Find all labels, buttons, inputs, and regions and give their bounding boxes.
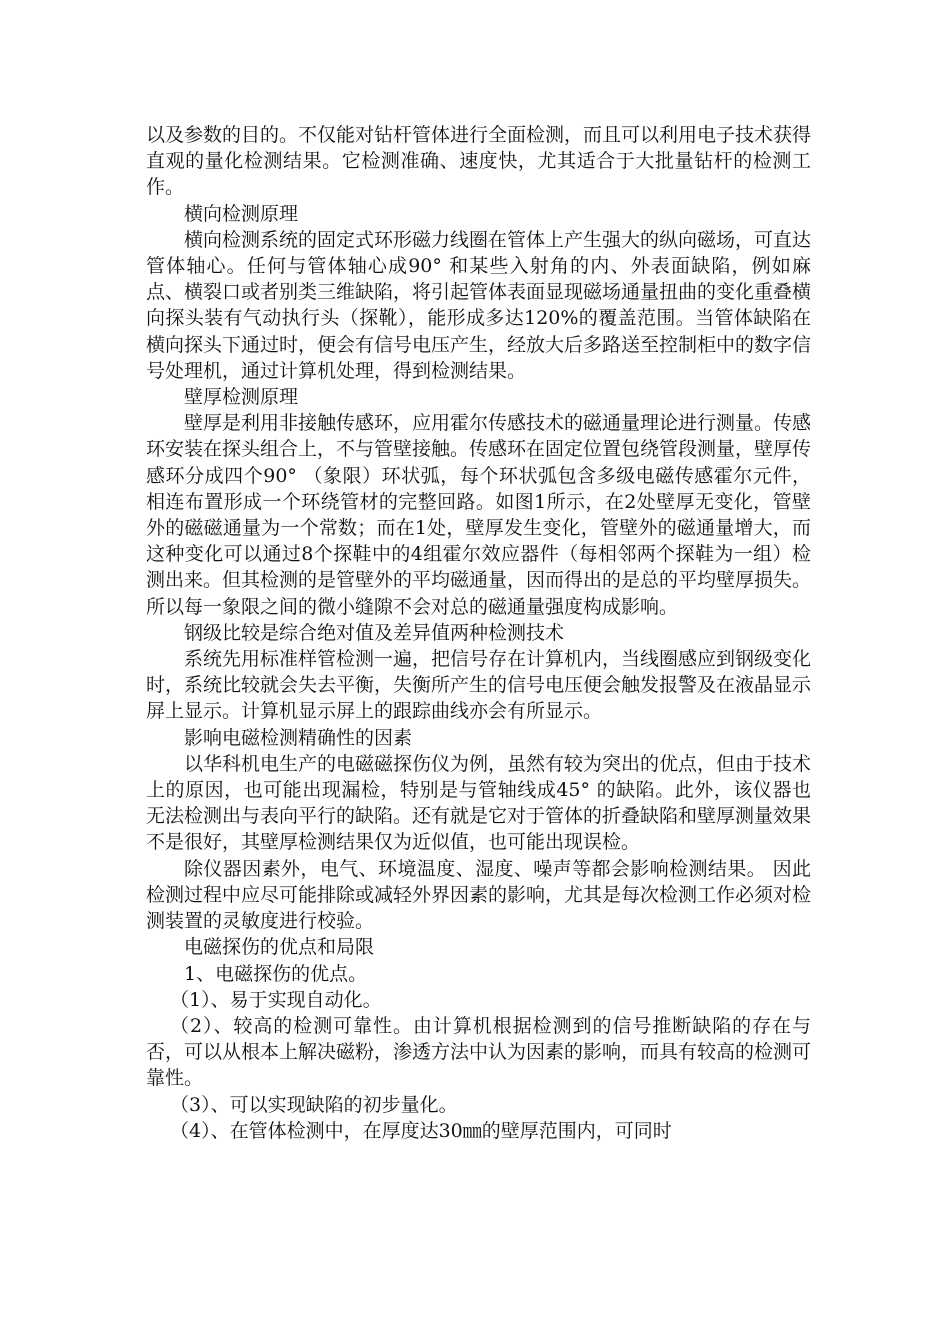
paragraph-steel-grade: 系统先用标准样管检测一遍，把信号存在计算机内，当线圈感应到钢级变化时，系统比较就会失去平衡，失衡所产生的信号电压便会触发报警及在液晶显示屏上显示。计算机显示屏上的跟踪曲线亦会有所显示。 <box>146 648 812 723</box>
document-body <box>146 122 811 1144</box>
paragraph-continuation: 以及参数的目的。不仅能对钻杆管体进行全面检测，而且可以利用电子技术获得直观的量化检测结果。它检测准确、速度快，尤其适合于大批量钻杆的检测工作。 <box>146 124 812 199</box>
subheading-advantages: 1、电磁探伤的优点。 <box>184 962 368 985</box>
paragraph-accuracy-factors: 以华科机电生产的电磁磁探伤仪为例，虽然有较为突出的优点，但由于技术上的原因，也可能出现漏检，特别是与管轴线成45° 的缺陷。此外，该仪器也无法检测出与表向平行的缺陷。还有就是它对于管体的折叠缺陷和壁厚测量效果不是很好，其壁厚检测结果仅为近似值，也可能出现误检。 <box>146 752 812 854</box>
section-heading-wall-thickness: 壁厚检测原理 <box>184 386 299 409</box>
section-heading-accuracy-factors: 影响电磁检测精确性的因素 <box>184 726 413 749</box>
list-item-1: （1）、易于实现自动化。 <box>170 988 382 1011</box>
section-heading-pros-cons: 电磁探伤的优点和局限 <box>184 936 375 959</box>
paragraph-external-factors: 除仪器因素外，电气、环境温度、湿度、噪声等都会影响检测结果。 因此检测过程中应尽可能排除或减轻外界因素的影响，尤其是每次检测工作必须对检测装置的灵敏度进行校验。 <box>146 857 812 933</box>
list-item-2: （2）、较高的检测可靠性。由计算机根据检测到的信号推断缺陷的存在与否，可以从根本上解决磁粉，渗透方法中认为因素的影响，而具有较高的检测可靠性。 <box>146 1014 812 1090</box>
list-item-4: （4）、在管体检测中，在厚度达30㎜的壁厚范围内，可同时 <box>170 1119 672 1142</box>
paragraph-wall-thickness: 壁厚是利用非接触传感环，应用霍尔传感技术的磁通量理论进行测量。传感环安装在探头组合上，不与管壁接触。传感环在固定位置包绕管段测量，壁厚传感环分成四个90° （象限）环状弧，每个环状弧包含多级电磁传感霍尔元件，相连布置形成一个环绕管材的完整回路。如图1所示，在2处壁厚无变化，管壁外的磁磁通量为一个常数；而在1处，壁厚发生变化，管壁外的磁通量增大，而这种变化可以通过8个探鞋中的4组霍尔效应器件（每相邻两个探鞋为一组）检测出来。但其检测的是管壁外的平均磁通量，因而得出的是总的平均壁厚损失。所以每一象限之间的微小缝隙不会对总的磁通量强度构成影响。 <box>146 412 812 618</box>
section-heading-transverse-detection: 横向检测原理 <box>184 202 299 225</box>
section-heading-steel-grade: 钢级比较是综合绝对值及差异值两种检测技术 <box>184 621 565 644</box>
paragraph-transverse-detection: 横向检测系统的固定式环形磁力线圈在管体上产生强大的纵向磁场，可直达管体轴心。任何与管体轴心成90° 和某些入射角的内、外表面缺陷，例如麻点、横裂口或者别类三维缺陷，将引起管体表面显现磁场通量扭曲的变化重叠横向探头装有气动执行头（探靴），能形成多达120%的覆盖范围。当管体缺陷在横向探头下通过时，便会有信号电压产生，经放大后多路送至控制柜中的数字信号处理机，通过计算机处理，得到检测结果。 <box>146 228 812 382</box>
list-item-3: （3）、可以实现缺陷的初步量化。 <box>170 1093 458 1116</box>
